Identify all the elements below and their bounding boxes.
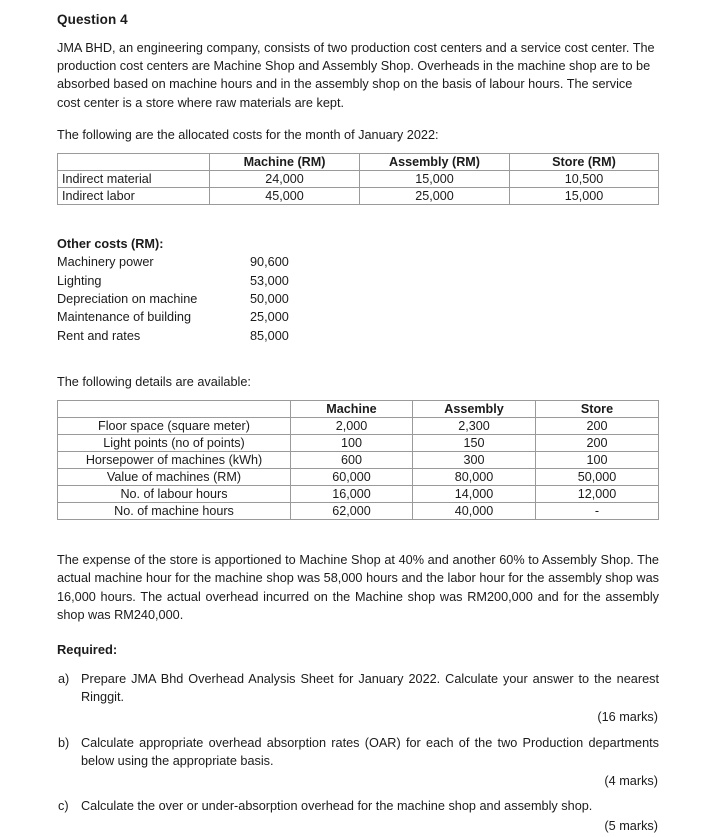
list-marker: b) (58, 735, 70, 750)
required-item-text: Calculate the over or under-absorption overhead for the machine shop and assembly shop. (81, 799, 593, 814)
list-item (57, 290, 659, 308)
cell-store: 10,500 (510, 170, 659, 187)
question-page (57, 0, 659, 836)
cell-store: 12,000 (536, 486, 659, 503)
col-header-store: Store (RM) (510, 153, 659, 170)
cell-machine: 62,000 (291, 503, 413, 520)
row-label: Floor space (square meter) (58, 418, 291, 435)
table-row (58, 469, 659, 486)
row-label: No. of machine hours (58, 503, 291, 520)
allocated-costs-table (57, 153, 659, 205)
cell-assembly: 15,000 (360, 170, 510, 187)
apportionment-paragraph: The expense of the store is apportioned to Machine Shop at 40% and another 60% to Assembly Shop. The actual machine hour for the machine shop was 58,000 hours and the labor hour for the assembly shop was 16,000 hours. The actual overhead incurred on the Machine shop was RM200,000 and for the assembly shop was RM240,000. (57, 553, 659, 622)
list-item (57, 272, 659, 290)
table-row (58, 503, 659, 520)
cell-machine: 600 (291, 452, 413, 469)
details-table (57, 400, 659, 520)
row-label: Indirect material (58, 170, 210, 187)
other-cost-amount: 53,000 (250, 273, 289, 288)
required-list (57, 670, 659, 836)
cell-assembly: 14,000 (413, 486, 536, 503)
row-label: No. of labour hours (58, 486, 291, 503)
cell-machine: 100 (291, 435, 413, 452)
other-cost-name: Rent and rates (57, 328, 141, 343)
intro-paragraph: JMA BHD, an engineering company, consists of two production cost centers and a service cost center. The production cost centers are Machine Shop and Assembly Shop. Overheads in the machine shop are to be absorbed based on machine hours and in the assembly shop on the basis of labour hours. The service cost center is a store where raw materials are kept. (57, 41, 655, 110)
row-label: Horsepower of machines (kWh) (58, 452, 291, 469)
col-header-assembly: Assembly (RM) (360, 153, 510, 170)
cell-assembly: 150 (413, 435, 536, 452)
marks-b: (4 marks) (604, 774, 658, 788)
list-marker: a) (58, 671, 70, 686)
table-row (58, 170, 659, 187)
list-item (57, 253, 659, 271)
col-header-blank (58, 401, 291, 418)
other-cost-name: Maintenance of building (57, 310, 192, 325)
other-cost-name: Lighting (57, 273, 102, 288)
marks-c: (5 marks) (604, 819, 658, 834)
cell-store: 100 (536, 452, 659, 469)
table-row (58, 486, 659, 503)
list-item (57, 308, 659, 326)
col-header-blank (58, 153, 210, 170)
cell-store: 200 (536, 435, 659, 452)
cell-assembly: 300 (413, 452, 536, 469)
other-cost-amount: 90,600 (250, 255, 289, 270)
other-cost-amount: 25,000 (250, 310, 289, 325)
other-cost-name: Machinery power (57, 255, 154, 270)
table-row (58, 187, 659, 204)
other-costs-block (57, 235, 659, 345)
row-label: Light points (no of points) (58, 435, 291, 452)
col-header-store: Store (536, 401, 659, 418)
cell-store: 15,000 (510, 187, 659, 204)
col-header-assembly: Assembly (413, 401, 536, 418)
cell-assembly: 80,000 (413, 469, 536, 486)
allocated-costs-lead: The following are the allocated costs for the month of January 2022: (57, 127, 439, 142)
other-cost-name: Depreciation on machine (57, 292, 198, 306)
table-header-row (58, 153, 659, 170)
cell-assembly: 25,000 (360, 187, 510, 204)
required-item-b (57, 734, 659, 770)
cell-machine: 45,000 (210, 187, 360, 204)
cell-machine: 24,000 (210, 170, 360, 187)
required-item-c (57, 797, 659, 815)
details-table-wrap (57, 400, 659, 520)
col-header-machine: Machine (291, 401, 413, 418)
table-header-row (58, 401, 659, 418)
row-label: Value of machines (RM) (58, 469, 291, 486)
cell-store: - (536, 503, 659, 520)
list-marker: c) (58, 799, 69, 814)
allocated-costs-table-wrap (57, 153, 659, 205)
row-label: Indirect labor (58, 187, 210, 204)
cell-assembly: 2,300 (413, 418, 536, 435)
other-cost-amount: 50,000 (250, 292, 289, 306)
table-row (58, 435, 659, 452)
required-item-text: Prepare JMA Bhd Overhead Analysis Sheet for January 2022. Calculate your answer to the nearest Ringgit. (81, 671, 659, 705)
col-header-machine: Machine (RM) (210, 153, 360, 170)
table-row (58, 452, 659, 469)
table-row (58, 418, 659, 435)
cell-machine: 16,000 (291, 486, 413, 503)
cell-store: 200 (536, 418, 659, 435)
marks-a: (16 marks) (597, 710, 658, 725)
details-lead: The following details are available: (57, 375, 251, 390)
required-item-a (57, 670, 659, 706)
cell-machine: 2,000 (291, 418, 413, 435)
cell-assembly: 40,000 (413, 503, 536, 520)
required-item-text: Calculate appropriate overhead absorption rates (OAR) for each of the two Production departments below using the appropriate basis. (81, 735, 659, 768)
other-costs-heading: Other costs (RM): (57, 236, 164, 251)
cell-machine: 60,000 (291, 469, 413, 486)
required-heading: Required: (57, 641, 118, 657)
cell-store: 50,000 (536, 469, 659, 486)
other-cost-amount: 85,000 (250, 328, 289, 343)
page-title: Question 4 (57, 12, 128, 27)
list-item (57, 327, 659, 345)
